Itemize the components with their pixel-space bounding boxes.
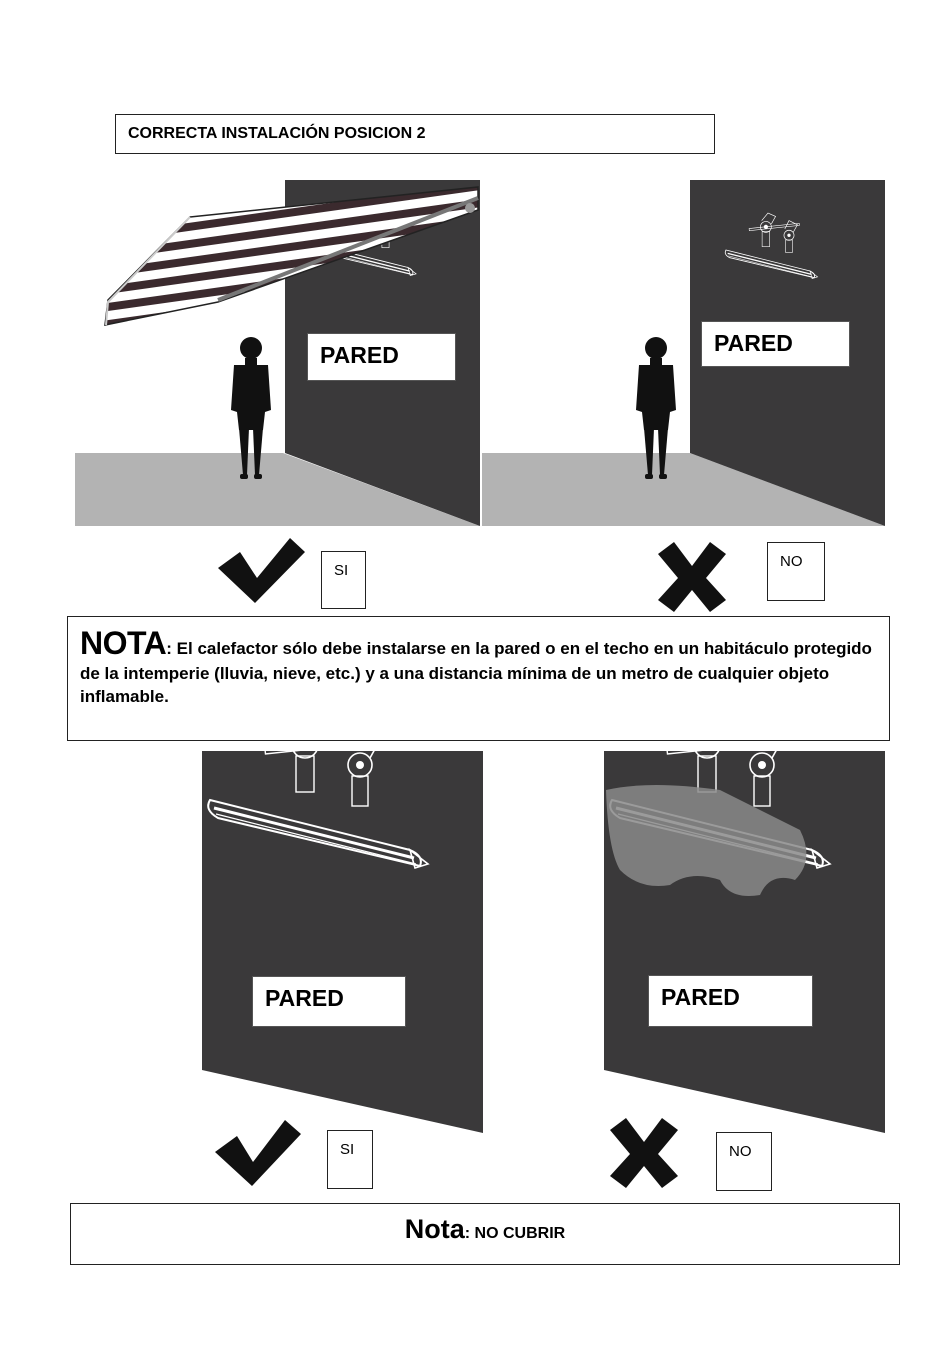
- note-text: : NO CUBRIR: [464, 1225, 566, 1242]
- note-box: [67, 616, 890, 741]
- verdict-label-no: NO: [767, 542, 825, 601]
- bottom-left-scene: [202, 712, 483, 1133]
- wall-label: PARED: [252, 976, 406, 1027]
- verdict-label-yes: SI: [321, 551, 366, 609]
- note-heading: Nota: [404, 1214, 465, 1244]
- wall-label: PARED: [701, 321, 850, 367]
- bottom-right-scene: [604, 712, 885, 1133]
- check-icon: [218, 538, 305, 603]
- cross-icon: [610, 1118, 678, 1188]
- verdict-label-yes: SI: [327, 1130, 373, 1189]
- check-icon: [215, 1120, 301, 1186]
- wall-label: PARED: [648, 975, 813, 1027]
- verdict-label-no: NO: [716, 1132, 772, 1191]
- page-title: CORRECTA INSTALACIÓN POSICION 2: [115, 114, 715, 154]
- note-heading: NOTA: [80, 625, 167, 661]
- note-text: : El calefactor sólo debe instalarse en la pared o en el techo en un habitáculo protegido de la intemperie (lluvia, nieve, etc.) y a una distancia mínima de un metro de cualquier objeto inflamable.: [80, 639, 872, 706]
- cross-icon: [658, 542, 726, 612]
- wall-label: PARED: [307, 333, 456, 381]
- note-box: [70, 1203, 900, 1265]
